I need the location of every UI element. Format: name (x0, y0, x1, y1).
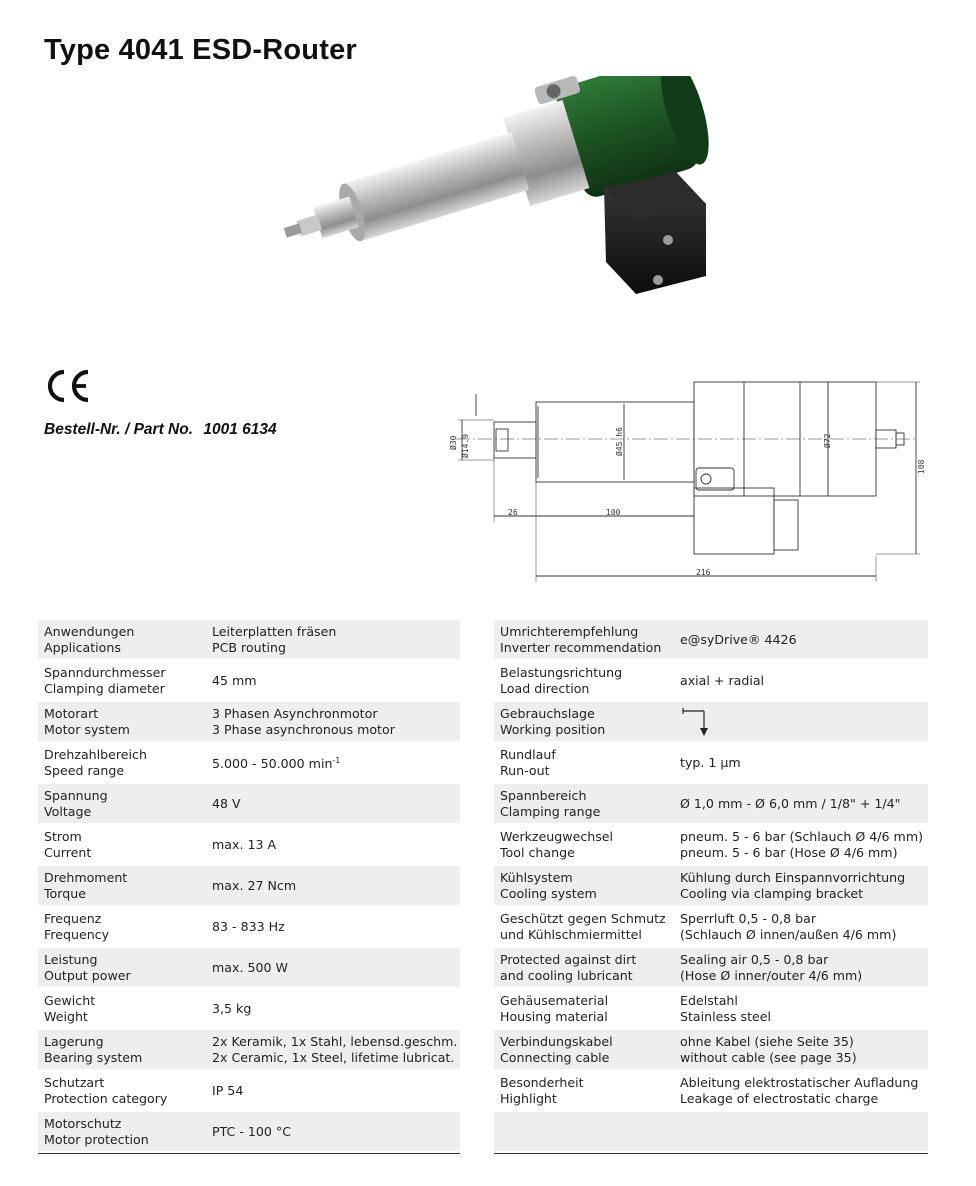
spec-label-de: Gehäusematerial (500, 992, 609, 1008)
spec-value-text: max. 13 A (212, 836, 277, 852)
spec-label-en: Tool change (500, 844, 575, 860)
spec-row (494, 1112, 928, 1151)
spec-value-line (680, 755, 928, 771)
spec-label (38, 870, 212, 902)
spec-label-en: Clamping range (500, 803, 601, 819)
spec-value-text: Edelstahl (680, 992, 738, 1008)
spec-value (212, 919, 460, 935)
spec-value-line (680, 952, 928, 968)
part-number-label: Bestell-Nr. / Part No. (44, 421, 194, 438)
spec-label-en: Motor system (44, 721, 130, 737)
spec-value-line (212, 1001, 460, 1017)
spec-value-line (680, 829, 928, 845)
spec-value (680, 673, 928, 689)
page-title: Type 4041 ESD-Router (44, 34, 357, 66)
spec-label-de: Gewicht (44, 992, 96, 1008)
spec-label-de: Spanndurchmesser (44, 664, 166, 680)
spec-value (212, 837, 460, 853)
spec-value-text: Leakage of electrostatic charge (680, 1090, 879, 1106)
spec-value-line (212, 673, 460, 689)
spec-row (494, 989, 928, 1028)
spec-row (494, 825, 928, 864)
spec-label-en: Current (44, 844, 92, 860)
spec-label-de: Drehmoment (44, 869, 128, 885)
spec-value (680, 952, 928, 984)
spec-value-text: axial + radial (680, 672, 765, 688)
spec-value (680, 1075, 928, 1107)
spec-value-line (212, 1034, 460, 1050)
spec-value-line (680, 993, 928, 1009)
spec-label-en: Highlight (500, 1090, 557, 1106)
spec-value-text: 2x Keramik, 1x Stahl, lebensd.geschm. (212, 1033, 458, 1049)
spec-row (38, 948, 460, 987)
spec-label-de: Besonderheit (500, 1074, 584, 1090)
spec-value-line (680, 632, 928, 648)
spec-value-text: (Hose Ø inner/outer 4/6 mm) (680, 967, 863, 983)
spec-label-de: Umrichterempfehlung (500, 623, 639, 639)
spec-label (494, 993, 680, 1025)
spec-value-line (680, 927, 928, 943)
spec-label-en: Motor protection (44, 1131, 149, 1147)
spec-value-text: Leiterplatten fräsen (212, 623, 337, 639)
spec-label (38, 1034, 212, 1066)
spec-label-en: und Kühlschmiermittel (500, 926, 642, 942)
spec-value (212, 878, 460, 894)
spec-label (38, 624, 212, 656)
spec-label (494, 747, 680, 779)
spec-label-en: Protection category (44, 1090, 168, 1106)
spec-value-line (680, 796, 928, 812)
spec-label-en: Working position (500, 721, 606, 737)
spec-label-en: Cooling system (500, 885, 597, 901)
spec-value (212, 753, 460, 772)
spec-value-text: IP 54 (212, 1082, 244, 1098)
product-photo (266, 76, 766, 326)
spec-label-en: Connecting cable (500, 1049, 610, 1065)
spec-label (38, 1116, 212, 1148)
spec-row (494, 907, 928, 946)
spec-value-text: 48 V (212, 795, 241, 811)
spec-value-text: without cable (see page 35) (680, 1049, 857, 1065)
spec-row (38, 989, 460, 1028)
spec-value-text: pneum. 5 - 6 bar (Hose Ø 4/6 mm) (680, 844, 898, 860)
spec-value-text: PCB routing (212, 639, 287, 655)
spec-value-line (212, 1124, 460, 1140)
spec-value-text: e@syDrive® 4426 (680, 631, 797, 647)
spec-value-line (680, 845, 928, 861)
spec-label (494, 665, 680, 697)
spec-row (38, 661, 460, 700)
spec-label-de: Lagerung (44, 1033, 104, 1049)
part-number (44, 421, 277, 439)
dim-108: 108 (917, 459, 926, 474)
spec-label (494, 1034, 680, 1066)
dim-d45: Ø45 h6 (615, 427, 624, 456)
spec-value-text: 83 - 833 Hz (212, 918, 285, 934)
dim-d14-9: Ø14.9 (461, 433, 470, 458)
spec-row (38, 620, 460, 659)
spec-label-en: Run-out (500, 762, 550, 778)
spec-label-de: Gebrauchslage (500, 705, 595, 721)
technical-drawing (438, 376, 930, 586)
spec-value (212, 1083, 460, 1099)
spec-label-de: Leistung (44, 951, 98, 967)
spec-value-line (680, 1009, 928, 1025)
spec-value-line (212, 722, 460, 738)
spec-label (38, 1075, 212, 1107)
spec-label-de: Motorart (44, 705, 99, 721)
spec-value-line (212, 1050, 460, 1066)
spec-table-left (38, 620, 460, 1154)
spec-label (38, 993, 212, 1025)
spec-value (680, 796, 928, 812)
spec-value-line (212, 706, 460, 722)
spec-label (38, 706, 212, 738)
spec-value-line (212, 796, 460, 812)
spec-label (38, 911, 212, 943)
spec-row (38, 1030, 460, 1069)
spec-value (212, 1001, 460, 1017)
spec-row (38, 1112, 460, 1151)
spec-row (38, 825, 460, 864)
spec-label-de: Protected against dirt (500, 951, 637, 967)
spec-value-superscript: -1 (332, 756, 341, 765)
spec-row (494, 702, 928, 741)
spec-value (680, 632, 928, 648)
spec-label-de: Spannung (44, 787, 108, 803)
spec-label-en: Weight (44, 1008, 88, 1024)
spec-label (38, 952, 212, 984)
spec-label-de: Schutzart (44, 1074, 105, 1090)
spec-value (680, 911, 928, 943)
spec-label (38, 747, 212, 779)
spec-label-en: Housing material (500, 1008, 608, 1024)
spec-value-text: PTC - 100 °C (212, 1123, 292, 1139)
spec-label-de: Drehzahlbereich (44, 746, 147, 762)
spec-label-de: Geschützt gegen Schmutz (500, 910, 666, 926)
spec-value (212, 796, 460, 812)
spec-row (38, 1071, 460, 1110)
spec-value (212, 1034, 460, 1066)
spec-value-line (212, 960, 460, 976)
spec-row (38, 702, 460, 741)
spec-value-text: Ableitung elektrostatischer Aufladung (680, 1074, 919, 1090)
spec-row (38, 907, 460, 946)
spec-value-text: Kühlung durch Einspannvorrichtung (680, 869, 906, 885)
spec-value-text: pneum. 5 - 6 bar (Schlauch Ø 4/6 mm) (680, 828, 924, 844)
spec-value-text: ohne Kabel (siehe Seite 35) (680, 1033, 854, 1049)
spec-value (212, 624, 460, 656)
spec-value-text: Sperrluft 0,5 - 0,8 bar (680, 910, 817, 926)
spec-value (680, 870, 928, 902)
spec-label (494, 952, 680, 984)
spec-label-de: Verbindungskabel (500, 1033, 613, 1049)
spec-label-de: Spannbereich (500, 787, 587, 803)
dim-26: 26 (508, 508, 518, 517)
spec-label-en: Applications (44, 639, 121, 655)
spec-value (212, 960, 460, 976)
spec-row (494, 661, 928, 700)
spec-value-text: max. 27 Ncm (212, 877, 297, 893)
spec-label-en: Output power (44, 967, 131, 983)
spec-row (494, 948, 928, 987)
part-number-value: 1001 6134 (203, 421, 277, 438)
working-position-icon (680, 706, 710, 738)
spec-table-right (494, 620, 928, 1154)
spec-value-text: 5.000 - 50.000 min (212, 756, 333, 771)
spec-value (680, 1034, 928, 1066)
spec-label (38, 788, 212, 820)
spec-value (212, 673, 460, 689)
spec-value-text: max. 500 W (212, 959, 288, 975)
spec-value-text: typ. 1 µm (680, 754, 741, 770)
spec-value (212, 1124, 460, 1140)
spec-label (38, 829, 212, 861)
spec-label (494, 829, 680, 861)
spec-row (494, 743, 928, 782)
spec-label-de: Kühlsystem (500, 869, 573, 885)
spec-label-de: Belastungsrichtung (500, 664, 623, 680)
spec-row (494, 1071, 928, 1110)
spec-label (494, 1075, 680, 1107)
spec-value-line (212, 640, 460, 656)
spec-row (494, 784, 928, 823)
spec-label-en: Voltage (44, 803, 92, 819)
spec-value-line (212, 919, 460, 935)
spec-value-line (212, 878, 460, 894)
spec-value-text: 45 mm (212, 672, 257, 688)
spec-row (494, 620, 928, 659)
spec-value (680, 993, 928, 1025)
spec-label-en: Frequency (44, 926, 110, 942)
spec-label-en: Clamping diameter (44, 680, 165, 696)
spec-label-en: Bearing system (44, 1049, 143, 1065)
spec-label (494, 788, 680, 820)
spec-value-line (212, 624, 460, 640)
spec-label-de: Strom (44, 828, 82, 844)
spec-row (38, 866, 460, 905)
spec-value (680, 829, 928, 861)
spec-label-en: and cooling lubricant (500, 967, 633, 983)
spec-label-en: Load direction (500, 680, 590, 696)
ce-mark (44, 368, 92, 404)
spec-value-line (680, 1050, 928, 1066)
spec-value (680, 755, 928, 771)
spec-value-text: 3 Phase asynchronous motor (212, 721, 395, 737)
spec-value-text: (Schlauch Ø innen/außen 4/6 mm) (680, 926, 897, 942)
spec-label-en: Inverter recommendation (500, 639, 662, 655)
dim-d30: Ø30 (449, 435, 458, 450)
spec-label-de: Motorschutz (44, 1115, 122, 1131)
spec-label-en: Speed range (44, 762, 125, 778)
spec-value-text: Cooling via clamping bracket (680, 885, 864, 901)
spec-label-de: Werkzeugwechsel (500, 828, 614, 844)
spec-label-de: Anwendungen (44, 623, 135, 639)
spec-value-line (212, 1083, 460, 1099)
spec-value-line (680, 673, 928, 689)
spec-value-text: 2x Ceramic, 1x Steel, lifetime lubricat. (212, 1049, 455, 1065)
spec-value-text: Ø 1,0 mm - Ø 6,0 mm / 1/8" + 1/4" (680, 795, 901, 811)
spec-value-text: 3 Phasen Asynchronmotor (212, 705, 378, 721)
spec-label-en: Torque (44, 885, 86, 901)
spec-label (494, 624, 680, 656)
dim-216: 216 (696, 568, 711, 577)
spec-value-line (680, 911, 928, 927)
spec-value-line (212, 753, 460, 772)
spec-value-line (680, 968, 928, 984)
spec-value-line (212, 837, 460, 853)
spec-value-line (680, 1075, 928, 1091)
spec-value (680, 706, 928, 738)
spec-value-text: Sealing air 0,5 - 0,8 bar (680, 951, 829, 967)
spec-value-line (680, 1091, 928, 1107)
spec-label (494, 911, 680, 943)
spec-label (38, 665, 212, 697)
spec-value-line (680, 870, 928, 886)
spec-label (494, 706, 680, 738)
spec-label-de: Frequenz (44, 910, 102, 926)
spec-label-de: Rundlauf (500, 746, 556, 762)
spec-value-text: Stainless steel (680, 1008, 771, 1024)
spec-label (494, 870, 680, 902)
spec-row (38, 743, 460, 782)
spec-row (494, 1030, 928, 1069)
spec-value-line (680, 1034, 928, 1050)
spec-value-text: 3,5 kg (212, 1000, 252, 1016)
dim-d72: Ø72 (823, 433, 832, 448)
spec-value-line (680, 886, 928, 902)
dim-100: 100 (606, 508, 621, 517)
spec-row (494, 866, 928, 905)
spec-row (38, 784, 460, 823)
spec-value (212, 706, 460, 738)
